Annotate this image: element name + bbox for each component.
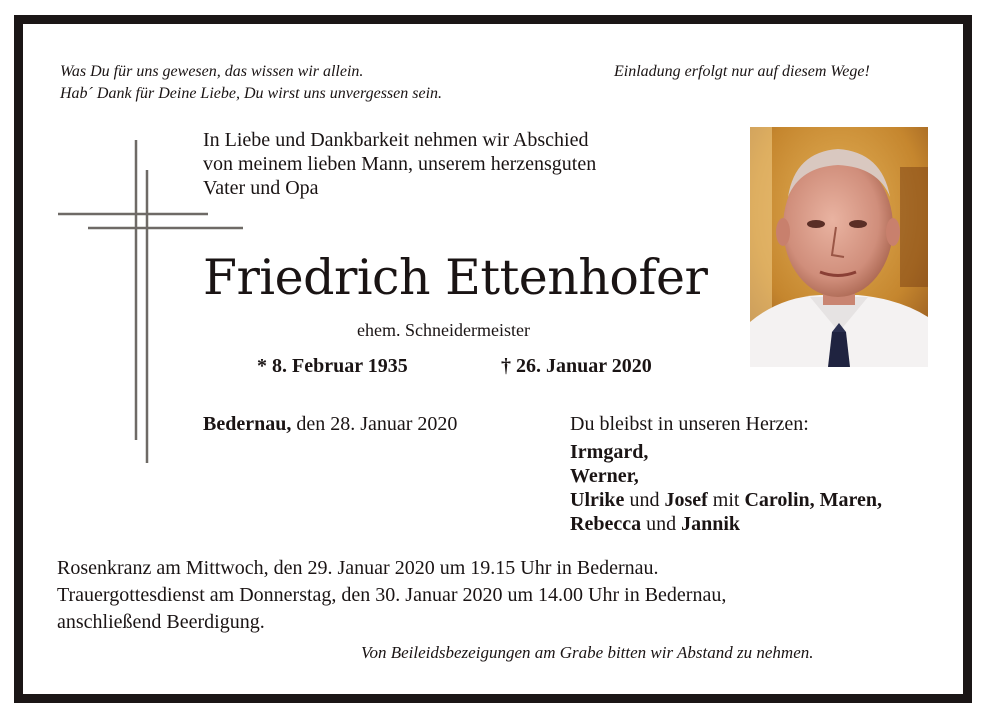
portrait-photo [750,127,928,367]
mourner-line-3: Ulrike und Josef mit Carolin, Maren, [570,489,883,511]
deceased-name: Friedrich Ettenhofer [203,249,708,306]
condolence-note: Von Beileidsbezeigungen am Grabe bitten wir Abstand zu nehmen. [361,643,814,662]
funeral-mass-line: Trauergottesdienst am Donnerstag, den 30. Januar 2020 um 14.00 Uhr in Bedernau, [57,584,727,606]
memorial-quote [60,61,442,105]
service-details [57,555,726,636]
intro-line-1: In Liebe und Dankbarkeit nehmen wir Abschied [203,129,589,151]
birth-date: * 8. Februar 1935 [257,355,408,377]
burial-line: anschließend Beerdigung. [57,611,265,633]
mourner-line-4: Rebecca und Jannik [570,513,741,535]
mourner-line-1: Irmgard, [570,441,649,463]
mourners-list [570,440,882,536]
mourners-heading: Du bleibst in unseren Herzen: [570,413,809,435]
place-and-date [203,411,457,437]
mourner-line-2: Werner, [570,465,639,487]
quote-line-1: Was Du für uns gewesen, das wissen wir allein. [60,63,364,80]
place-name: Bedernau, [203,413,292,435]
deceased-occupation: ehem. Schneidermeister [357,320,530,340]
rosary-line: Rosenkranz am Mittwoch, den 29. Januar 2020 um 19.15 Uhr in Bedernau. [57,557,659,579]
death-date: † 26. Januar 2020 [501,355,652,377]
farewell-intro [203,128,596,200]
intro-line-3: Vater und Opa [203,177,319,199]
intro-line-2: von meinem lieben Mann, unserem herzensguten [203,153,597,175]
quote-line-2: Hab´ Dank für Deine Liebe, Du wirst uns unvergessen sein. [60,85,443,102]
notice-date: den 28. Januar 2020 [291,413,458,435]
invitation-note: Einladung erfolgt nur auf diesem Wege! [614,63,870,80]
